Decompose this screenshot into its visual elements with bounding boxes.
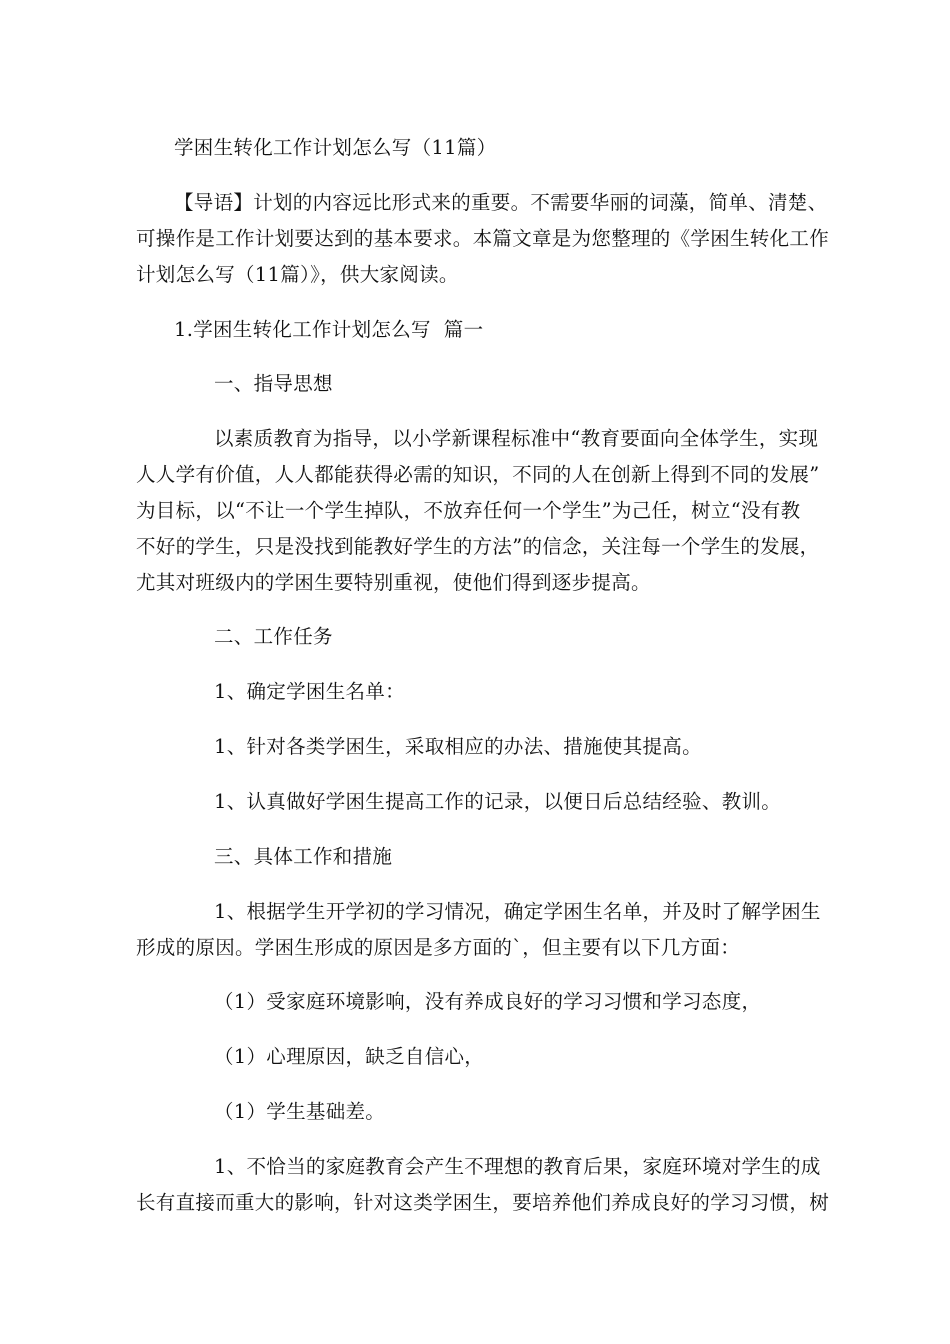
para1-line-3: 为目标，以“不让一个学生掉队，不放弃任何一个学生”为己任，树立“没有教: [136, 499, 801, 522]
task-item-3: 1、认真做好学困生提高工作的记录，以便日后总结经验、教训。: [214, 790, 782, 813]
task-item-1: 1、确定学困生名单：: [214, 680, 405, 703]
reason-item-1: （1）受家庭环境影响，没有养成良好的学习习惯和学习态度，: [214, 990, 762, 1013]
para1-line-1: 以素质教育为指导，以小学新课程标准中“教育要面向全体学生，实现: [214, 427, 819, 450]
intro-line-1: 【导语】计划的内容远比形式来的重要。不需要华丽的词藻，简单、清楚、: [174, 191, 828, 214]
task-item-2: 1、针对各类学困生，采取相应的办法、措施使其提高。: [214, 735, 702, 758]
para3-line-1: 1、不恰当的家庭教育会产生不理想的教育后果，家庭环境对学生的成: [214, 1155, 821, 1178]
para2-line-1: 1、根据学生开学初的学习情况，确定学困生名单，并及时了解学困生: [214, 900, 821, 923]
reason-item-2: （1）心理原因，缺乏自信心，: [214, 1045, 485, 1068]
document-title: 学困生转化工作计划怎么写（11篇）: [174, 136, 497, 159]
heading-measures: 三、具体工作和措施: [214, 845, 393, 868]
para3-line-2: 长有直接而重大的影响，针对这类学困生，要培养他们养成良好的学习习惯，树: [136, 1191, 830, 1214]
para2-line-2: 形成的原因。学困生形成的原因是多方面的`，但主要有以下几方面：: [136, 936, 741, 959]
intro-line-3: 计划怎么写（11篇）》，供大家阅读。: [136, 263, 459, 286]
intro-line-2: 可操作是工作计划要达到的基本要求。本篇文章是为您整理的《学困生转化工作: [136, 227, 830, 250]
section-heading: 1.学困生转化工作计划怎么写 篇一: [174, 318, 484, 341]
para1-line-4: 不好的学生，只是没找到能教好学生的方法”的信念，关注每一个学生的发展，: [136, 535, 820, 558]
para1-line-2: 人人学有价值，人人都能获得必需的知识，不同的人在创新上得到不同的发展”: [136, 463, 820, 486]
heading-work-tasks: 二、工作任务: [214, 625, 333, 648]
heading-guiding-thought: 一、指导思想: [214, 372, 333, 395]
reason-item-3: （1）学生基础差。: [214, 1100, 386, 1123]
para1-line-5: 尤其对班级内的学困生要特别重视，使他们得到逐步提高。: [136, 571, 651, 594]
